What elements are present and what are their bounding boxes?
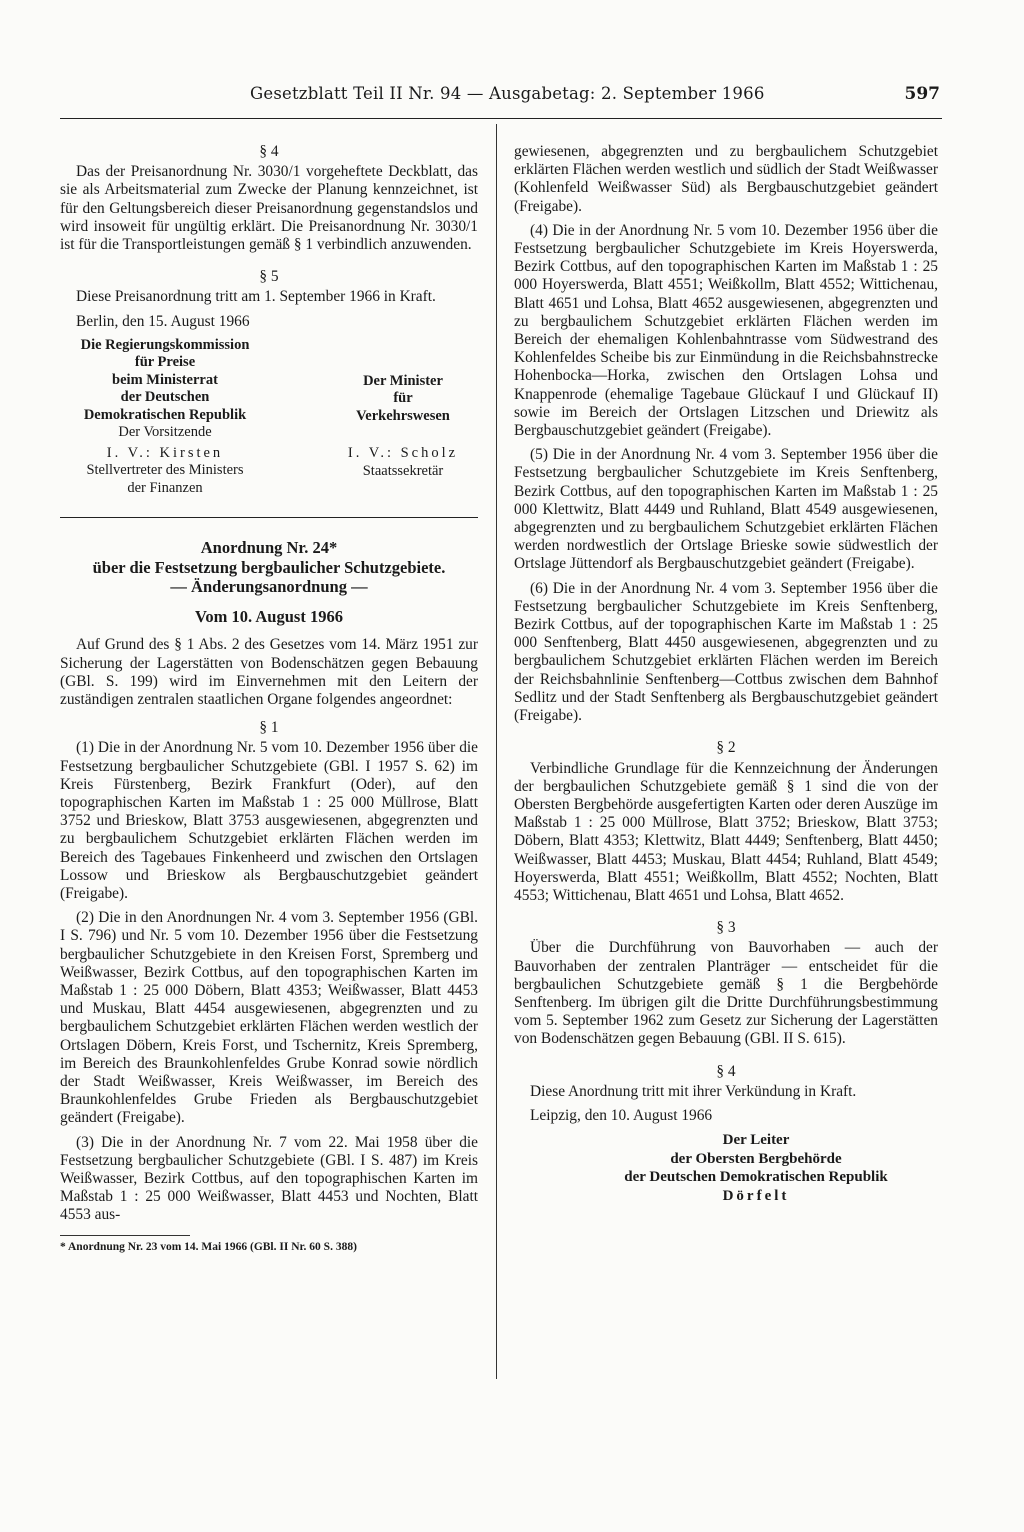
- paragraph: Verbindliche Grundlage für die Kennzeichnung der Änderungen der bergbaulichen Schutzgebiete gemäß § 1 sind die von der Obersten Bergbehörde ausgefertigten Karten oder deren Auszüge im Maßstab 1 : 25 000 Müllrose, Blatt 3752; Brieskow, Blatt 3753; Döbern, Blatt 4353; Klettwitz, Blatt 4449; Senftenberg, Blatt 4450; Weißwasser, Blatt 4453; Muskau, Blatt 4454; Ruhland, Blatt 4549; Hoyerswerda, Blatt 4551; Weißkollm, Blatt 4552; Nochten, Blatt 4553; Wittichenau, Blatt 4651 und Lohsa, Blatt 4652.: [514, 759, 938, 904]
- paragraph: (1) Die in der Anordnung Nr. 5 vom 10. Dezember 1956 über die Festsetzung bergbaulicher Schutzgebiete (GBl. I 1957 S. 62) im Kreis Fürstenberg, Bezirk Frankfurt (Oder), auf den topographischen Karten im Maßstab 1 : 25 000 Müllrose, Blatt 3752 und Brieskow, Blatt 3753 ausgewiesenen, abgegrenzten und zu bergbaulichem Schutzgebiet erklärten Flächen werden im Bereich des Tagebaues Finkenheerd und zwischen den Ortslagen Lossow und Brieskow als Bergbauschutzgebiet geändert (Freigabe).: [60, 739, 478, 902]
- signature-right: [328, 373, 478, 498]
- section-heading: § 1: [259, 719, 279, 737]
- sig-name: I. V.: Kirsten: [106, 444, 224, 461]
- sig-org: der Deutschen: [120, 389, 210, 406]
- page-number: 597: [904, 84, 940, 104]
- place-date: Leipzig, den 10. August 1966: [530, 1106, 713, 1124]
- section-heading: § 4: [716, 1062, 736, 1080]
- header-title: Gesetzblatt Teil II Nr. 94 — Ausgabetag: 2. September 1966: [250, 84, 765, 103]
- paragraph: Diese Anordnung tritt mit ihrer Verkündung in Kraft.: [530, 1082, 857, 1100]
- preamble: Auf Grund des § 1 Abs. 2 des Gesetzes vom 14. März 1951 zur Sicherung der Lagerstätten von Bodenschätzen gegen Bebauung (GBl. S. 199) wird im Einvernehmen mit den Leitern der zuständigen zentralen staatlichen Organe folgendes angeordnet:: [60, 636, 478, 708]
- section-heading: § 2: [716, 739, 736, 757]
- ordinance-date: Vom 10. August 1966: [195, 606, 343, 626]
- sig-org: für: [393, 390, 413, 407]
- sig-org: der Obersten Bergbehörde: [670, 1150, 842, 1167]
- paragraph: Diese Preisanordnung tritt am 1. September 1966 in Kraft.: [76, 288, 436, 306]
- ordinance-subtitle: — Änderungsanordnung —: [170, 577, 368, 597]
- sig-role: Der Vorsitzende: [118, 424, 212, 441]
- paragraph: (6) Die in der Anordnung Nr. 4 vom 3. September 1956 über die Festsetzung bergbaulicher Schutzgebiete im Kreis Senftenberg, Bezirk Cottbus, auf der topographischen Karte im Maßstab 1 : 25 000 Senftenberg, Blatt 4450 ausgewiesenen, abgegrenzten und zu bergbaulichem Schutzgebiet erklärten Flächen werden im Bereich der Reichsbahnlinie Senftenberg—Cottbus zwischen dem Bahnhof Sedlitz und der Stadt Senftenberg als Bergbauschutzgebiet geändert (Freigabe).: [514, 579, 938, 725]
- sig-title: der Finanzen: [127, 479, 203, 496]
- sig-org: Der Minister: [363, 372, 443, 389]
- column-divider: [496, 124, 497, 1379]
- sig-title: Staatssekretär: [362, 462, 444, 479]
- paragraph: Das der Preisanordnung Nr. 3030/1 vorgeheftete Deckblatt, das sie als Arbeitsmaterial zum Zwecke der Planung kennzeichnet, ist für den Geltungsbereich dieser Preisanordnung gegenstandslos und wird insoweit für ungültig erklärt. Die Preisanordnung Nr. 3030/1 ist für die Transportleistungen gemäß § 1 verbindlich anzuwenden.: [60, 163, 478, 254]
- signature-left: [60, 337, 270, 498]
- sig-org: Der Leiter: [722, 1132, 790, 1149]
- left-column: [60, 143, 478, 1254]
- sig-name: I. V.: Scholz: [347, 445, 459, 462]
- paragraph: (3) Die in der Anordnung Nr. 7 vom 22. Mai 1958 über die Festsetzung bergbaulicher Schutzgebiete (GBl. I S. 487) im Kreis Weißwasser, Bezirk Cottbus, auf den topographischen Karten im Maßstab 1 : 25 000 Weißwasser, Blatt 4453 und Nochten, Blatt 4553 aus-: [60, 1133, 478, 1224]
- page-header: [60, 80, 940, 110]
- sig-org: beim Ministerrat: [112, 371, 218, 388]
- sig-org: Die Regierungskommission: [80, 336, 250, 353]
- footnote-rule: [60, 1235, 190, 1236]
- footnote: * Anordnung Nr. 23 vom 14. Mai 1966 (GBl. II Nr. 60 S. 388): [60, 1240, 357, 1253]
- paragraph: (2) Die in den Anordnungen Nr. 4 vom 3. September 1956 (GBl. I S. 796) und Nr. 5 vom 10. Dezember 1956 über die Festsetzung bergbaulicher Schutzgebiete in den Kreisen Forst, Spremberg und Weißwasser, Bezirk Cottbus, auf den topographischen Karten im Maßstab 1 : 25 000 Döbern, Blatt 4353; Weißwasser, Blatt 4453 und Muskau, Blatt 4454 ausgewiesenen, abgegrenzten und zu bergbaulichem Schutzgebiet erklärten Flächen werden westlich der Ortslagen Döbern, Kreis Forst, und Tschernitz, Kreis Spremberg, im Bereich des Braunkohlenfeldes Grube Konrad sowie nördlich der Stadt Weißwasser, Kreis Weißwasser, im Bereich des Braunkohlenfeldes Grube Frieden als Bergbauschutzgebiet geändert (Freigabe).: [60, 909, 478, 1127]
- signature-block: [60, 337, 478, 498]
- header-rule: [60, 118, 942, 119]
- paragraph: gewiesenen, abgegrenzten und zu bergbaulichem Schutzgebiet erklärten Flächen werden westlich und südlich der Stadt Weißwasser (Kohlenfeld Weißwasser Süd) als Bergbauschutzgebiet geändert (Freigabe).: [514, 143, 938, 215]
- sig-name: Dörfelt: [722, 1187, 790, 1204]
- section-heading: § 4: [259, 143, 279, 160]
- right-column: [514, 143, 938, 1205]
- sig-org: für Preise: [134, 354, 196, 371]
- ordinance-title: über die Festsetzung bergbaulicher Schutzgebiete.: [92, 557, 446, 577]
- place-date: Berlin, den 15. August 1966: [76, 312, 250, 330]
- sig-title: Stellvertreter des Ministers: [86, 462, 244, 479]
- section-heading: § 5: [259, 268, 279, 286]
- signature-block: [574, 1131, 938, 1205]
- section-heading: § 3: [716, 919, 736, 937]
- sig-org: der Deutschen Demokratischen Republik: [624, 1169, 888, 1186]
- paragraph: Über die Durchführung von Bauvorhaben — auch der Bauvorhaben der zentralen Planträger — entscheidet für die bergbaulichen Schutzgebiete gemäß § 1 die Bergbehörde Senftenberg. Im übrigen gilt die Dritte Durchführungsbestimmung vom 5. September 1962 zum Gesetz zur Sicherung der Lagerstätten von Bodenschätzen gegen Bebauung (GBl. II S. 615).: [514, 939, 938, 1048]
- sig-org: Verkehrswesen: [356, 407, 450, 424]
- sig-org: Demokratischen Republik: [83, 406, 247, 423]
- paragraph: (5) Die in der Anordnung Nr. 4 vom 3. September 1956 über die Festsetzung bergbaulicher Schutzgebiete im Kreis Senftenberg, Bezirk Cottbus, auf den topographischen Karten im Maßstab 1 : 25 000 Klettwitz, Blatt 4449 und Ruhland, Blatt 4549 ausgewiesenen, abgegrenzten und zu bergbaulichem Schutzgebiet erklärten Flächen werden nordwestlich der Ortslage Brieske sowie südwestlich der Ortslage Jüttendorf als Bergbauschutzgebiet geändert (Freigabe).: [514, 446, 938, 573]
- paragraph: (4) Die in der Anordnung Nr. 5 vom 10. Dezember 1956 über die Festsetzung bergbaulicher Schutzgebiete im Kreis Hoyerswerda, Bezirk Cottbus, auf den topographischen Karten im Maßstab 1 : 25 000 Hoyerswerda, Blatt 4551; Weißkollm, Blatt 4552; Wittichenau, Blatt 4651 und Lohsa, Blatt 4652 ausgewiesenen, abgegrenzten und zu bergbaulichem Schutzgebiet erklärten Flächen werden im Bereich der ehemaligen Kohlenbahntrasse vom Südwestrand des Kohlenfeldes Scheibe bis zur Einmündung in die Reichsbahnstrecke Hohenbocka—Horka, zwischen den Ortslagen Lohsa und Knappenrode (ehemalige Tagebaue Glückauf I und Glückauf II) sowie im Bereich der Ortslagen Litzschen und Driewitz als Bergbauschutzgebiet geändert (Freigabe).: [514, 221, 938, 440]
- ordinance-title: Anordnung Nr. 24*: [200, 538, 338, 558]
